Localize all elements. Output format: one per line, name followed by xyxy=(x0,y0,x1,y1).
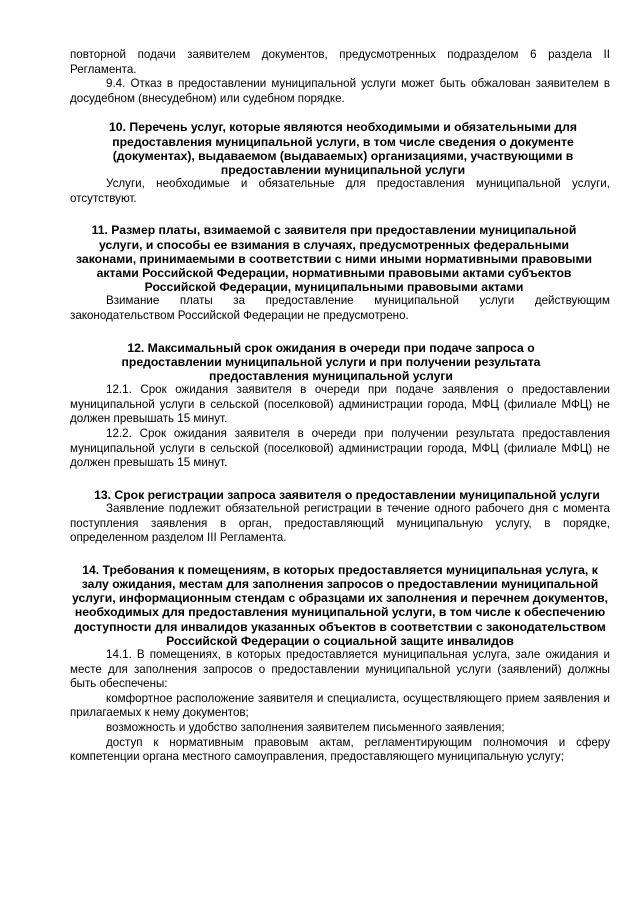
list-item: возможность и удобство заполнения заявителем письменного заявления; xyxy=(106,720,505,734)
paragraph-12-1: 12.1. Срок ожидания заявителя в очереди при подаче заявления о предоставлении муниципальной услуги в сельской (поселковой) администрации города, МФЦ (филиале МФЦ) не должен превышать 15 минут. xyxy=(70,383,610,426)
section-13-heading: 13. Срок регистрации запроса заявителя о предоставлении муниципальной услуги xyxy=(94,487,600,502)
section-10-heading: 10. Перечень услуг, которые являются необходимыми и обязательными для предоставления муниципальной услуги, в том числе сведения о документе (документах), выдаваемом (выдаваемых) организациями, участвующими в предоставлении муниципальной услуги xyxy=(109,120,577,177)
section-12-heading: 12. Максимальный срок ожидания в очереди при подаче запроса о предоставлении муниципальной услуги и при получении результата предоставления муниципальной услуги xyxy=(121,340,541,383)
paragraph-9-4: 9.4. Отказ в предоставлении муниципальной услуги может быть обжалован заявителем в досудебном (внесудебном) или судебном порядке. xyxy=(70,77,610,105)
section-13-body: Заявление подлежит обязательной регистрации в течение одного рабочего дня с момента поступления заявления в орган, предоставляющий муниципальную услугу, в порядке, определенном разделом III Регламента. xyxy=(70,501,610,545)
list-item: доступ к нормативным правовым актам, регламентирующим полномочия и сферу компетенции органа местного самоуправления, предоставляющего муниципальную услугу; xyxy=(70,735,610,764)
section-11-heading: 11. Размер платы, взимаемой с заявителя при предоставлении муниципальной услуги, и способы ее взимания в случаях, предусмотренных федеральными законами, принимаемыми в соответствии с ними иными нормативными правовыми актами Российской Федерации, нормативными правовыми актами субъектов Российской Федерации, муниципальными правовыми актами xyxy=(76,223,592,295)
section-10-body: Услуги, необходимые и обязательные для предоставления муниципальной услуги, отсутствуют. xyxy=(70,177,610,205)
paragraph-continuation: повторной подачи заявителем документов, предусмотренных подразделом 6 раздела II Регламента. xyxy=(70,48,610,76)
section-14-heading: 14. Требования к помещениям, в которых предоставляется муниципальная услуга, к залу ожидания, местам для заполнения запросов о предоставлении муниципальной услуги, информационным стендам с образцами их заполнения и перечнем документов, необходимых для предоставления муниципальной услуги, в том числе к обеспечению доступности для инвалидов указанных объектов в соответствии с законодательством Российской Федерации о социальной защите инвалидов xyxy=(72,562,608,648)
section-11-body: Взимание платы за предоставление муниципальной услуги действующим законодательством Российской Федерации не предусмотрено. xyxy=(70,294,610,322)
paragraph-12-2: 12.2. Срок ожидания заявителя в очереди при получении результата предоставления муниципальной услуги в сельской (поселковой) администрации города, МФЦ (филиале МФЦ) не должен превышать 15 минут. xyxy=(70,426,610,470)
paragraph-14-1: 14.1. В помещениях, в которых предоставляется муниципальная услуга, зале ожидания и месте для заполнения запросов о предоставлении муниципальной услуги (заявлений) должны быть обеспечены: xyxy=(70,647,610,691)
list-item: комфортное расположение заявителя и специалиста, осуществляющего прием заявления и прилагаемых к нему документов; xyxy=(70,691,610,720)
document-page xyxy=(70,48,610,765)
